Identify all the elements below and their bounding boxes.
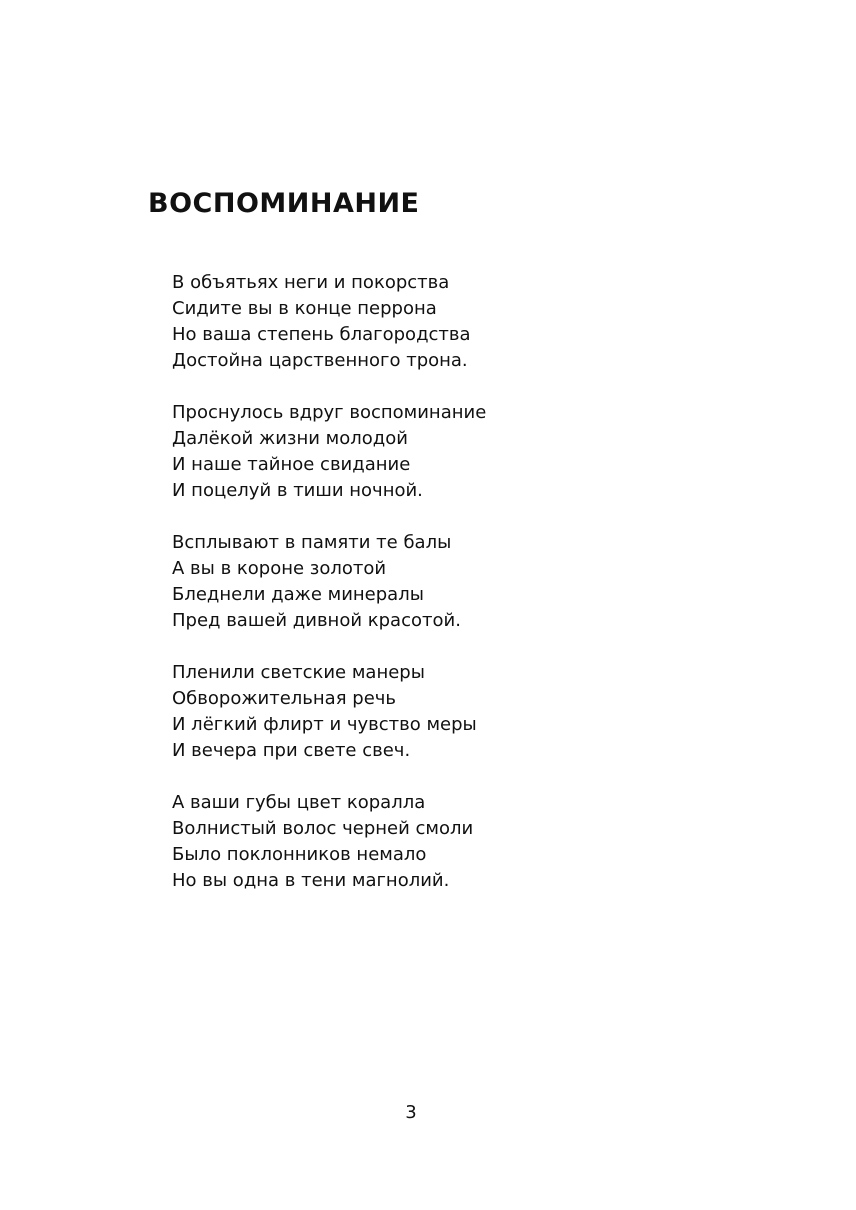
poem-line: И лёгкий флирт и чувство меры [172,714,477,735]
poem-line: Далёкой жизни молодой [172,428,408,449]
poem-line: А вы в короне золотой [172,558,387,579]
poem-title: ВОСПОМИНАНИЕ [148,188,420,219]
poem-line: Всплывают в памяти те балы [172,532,452,553]
poem-line: В объятьях неги и покорства [172,272,450,293]
poem-line: И наше тайное свидание [172,454,411,475]
stanza-5 [172,790,772,894]
poem-line: Пред вашей дивной красотой. [172,610,461,631]
page-number: 3 [405,1102,417,1123]
stanza-1 [172,270,772,374]
poem-line: Волнистый волос черней смоли [172,818,474,839]
stanza-3 [172,530,772,634]
stanza-4 [172,660,772,764]
poem-line: Сидите вы в конце перрона [172,298,437,319]
poem-line: А ваши губы цвет коралла [172,792,426,813]
poem-line: И вечера при свете свеч. [172,740,411,761]
stanza-2 [172,400,772,504]
poem-body [172,270,772,920]
poem-line: Но вы одна в тени магнолий. [172,870,450,891]
poem-line: Проснулось вдруг воспоминание [172,402,487,423]
poem-line: Но ваша степень благородства [172,324,471,345]
poem-line: Обворожительная речь [172,688,397,709]
poem-line: Достойна царственного трона. [172,350,468,371]
poem-line: Было поклонников немало [172,844,427,865]
poem-line: И поцелуй в тиши ночной. [172,480,423,501]
poem-line: Пленили светские манеры [172,662,425,683]
poem-line: Бледнели даже минералы [172,584,424,605]
